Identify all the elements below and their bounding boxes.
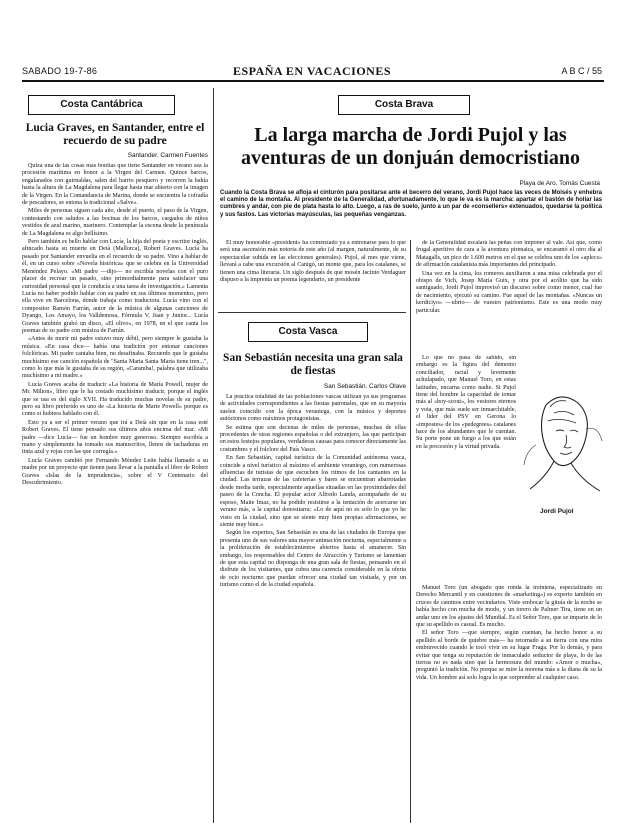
body-brava-col1 (220, 240, 406, 308)
kicker-brava: Costa Brava (338, 95, 470, 115)
paragraph: Se estima que son decenas de miles de personas, muchas de ellas procedentes de otras regiones españolas o del extranjero, las que participan en estos festejos populares, verdaderas causas para conocer directamente las costumbres y el folclore del País Vasco. (220, 424, 406, 453)
paragraph: Lucía Graves cambió por Fernando Méndez Leite había llamado a su madre por un proyecto que tienen para llevar a la pantalla el libro de Robert Graves «Islas de la imprudencia», sobre el V Centenario del Descubrimiento. (22, 457, 208, 487)
page-date: SABADO 19-7-86 (22, 66, 98, 76)
paragraph: Esto ya a ser el primer verano que irá a Deià sin que en la casa esté Robert Graves. El tiene pensado sus últimos años encima del mar. «Mi padre —dice Lucía— fue un hombre muy generoso. Siempre escribía a mano y simplemente ha tomado sus manuscritos, llenos de tachaduras en tinta azul y rojas con las que corregía.» (22, 419, 208, 456)
column-divider (410, 240, 411, 823)
section-divider (218, 312, 406, 313)
paragraph: El muy honorable «president» ha comenzado ya a entrenarse para lo que será una ascensión más notoria de este año (al margen, naturalmente, de su espectacular subida en las elecciones generales). Pujol, al mes que viene, llevará a cabe una excursión al Canigó, un monte que, para los catalanes, se tienen una cima literaria. Un siglo después de que mosén Jacinto Verdaguer dispuso a la imprenta un poema legendario, un presidente (220, 240, 406, 284)
headline-cantabrica: Lucia Graves, en Santander, entre el recuerdo de su padre (25, 122, 205, 147)
column-divider (213, 88, 214, 823)
paragraph: de la Generalidad escalará las peñas con imponer al vale. Así que, como frugal aperitivo de cara a la aventura pirenaica, se encaramó el otro día al Matagalls, un pico de 1.600 metros en el que se celebra uno de los «aplecs» de afirmación catalanista más importantes del principado. (416, 240, 602, 269)
header-rule (22, 80, 604, 82)
body-vasca (220, 394, 406, 823)
paragraph: Lucía Graves acaba de traducir «La historia de María Powell, mujer de Mr. Milton», libro que le ha costado muchísimo traducir, porque el inglés que se usa es del siglo XVII. Ha traducido muchas novelas de su padre, pero su libro preferido es uno de «La historia de Marie Powell» porque es como si hubiera hablado con él. (22, 381, 208, 418)
paragraph: Según los expertos, San Sebastián es una de las ciudades de Europa que presenta uno de sus valores una mayor animación nocturna, especialmente a la proliferación de establecimientos abiertos hasta el amanecer. Sin embargo, los responsables del Centro de Atracción y Turismo se lamentan de que esta capital no disponga de una gran sala de fiestas, pensando en el disfrute de los visitantes, que cubra una carencia considerable en la oferta de ocio nocturno que puedan ofrecer una ciudad tan visitada, y por un turismo como el de la ciudad española. (220, 530, 406, 589)
page-header (22, 66, 602, 80)
section-title: ESPAÑA EN VACACIONES (232, 64, 392, 78)
byline-brava: Playa de Aro. Tomás Cuesta (519, 180, 600, 187)
kicker-vasca: Costa Vasca (248, 322, 368, 342)
body-cantabrica (22, 163, 208, 823)
paragraph: Pero también es bello hablar con Lucía, la hija del poeta y escritor inglés, afincado hasta su muerte en Deià (Mallorca), Robert Graves. Lucía ha pasado por Santander envuelta en el recuerdo de su padre. Vino a hablar de él, en un curso sobre «Novela histórica» que se celebra en la Universidad Menéndez Pelayo. «Mi padre —dijo— no escribía novelas con el puro placer de recrear un pasado, sino primordialmente para satisfacer una curiosidad personal que le conducía a una tarea de investigación.» Lamenta Lucía no haber podido hablar con su padre en sus últimos momentos, pero ella vive en Barcelona, donde trabaja como traductora. Lucía vino con el compositor Ramón Farrán, autor de la música de algunas canciones de Dyango, Los Amayo, los Valldemosa, Fórmula V, Juan y Junior... Lucía Graves también grabó un disco, «El olivo», en 1978, en el que canta los poemas de su padre con música de Farrán. (22, 239, 208, 334)
kicker-cantabrica: Costa Cantábrica (28, 95, 175, 115)
headline-vasca: San Sebastián necesita una gran sala de fiestas (223, 352, 403, 377)
body-brava-col4 (416, 585, 602, 823)
paragraph: Quizá una de las cosas más bonitas que tiene Santander en verano sea la procesión marítima en honor a la Virgen del Carmen. Quince barcos, engalanados con guirnaldas, salen del barrio pesquero y recorren la bahía hasta la altura de La Magdalena para llegar hasta mar abierto con la imagen de la Virgen. En la Comandancia de Marina, donde se encuentra la cofradía de pescadores, se entona la tradicional «Salve». (22, 163, 208, 207)
page-number: A B C / 55 (561, 66, 602, 76)
paragraph: Lo que no pasa de sabido, sin embargo es la figura del demonio conciliador, racial y levemente achulapado, que Manuel Toro, en estas latitudes, encarna como nadie. Si Pujol tiene del hombre la capacidad de tomar más al «boy-scout», los vestores eternos y vota, que más suele ser inmarchitable, el lider del PSV en Gerona lo «impostes» de los «pedegrees» catalanes hace de los abundantes que le cuentan. Su porte pone un fuego a los que están en la procesión y la virtud privada. (416, 355, 516, 450)
paragraph: «Antes de morir mi padre estuvo muy débil, pero siempre le gustaba la música. «En casa dice— había una tradición por entonar canciones folclóricas. Mi padre cantaba bien, no desafinaba. Recuerdo que le gustaba muchísimo ese canción española de "Santa Marta Santa Marta tiene tren...", como lo que más le gustaba de su región, «Caramba!, palabra que utilizaba muchísimo a mi madre.» (22, 336, 208, 380)
paragraph: En San Sebastián, capital turística de la Comunidad autónoma vasca, coincide a nivel turístico al máximo el ambiente veraniego, con numerosas afluencias de turistas de que escuchen los ritmos de los cantantes en la ciudad. Las terrazas de las cafeterías y bares se encuentran abarrotadas desde media tarde, especialmente aquellas situadas en las proximidades del paseo de la Concha. El popular actor Alfredo Landa, acompañado de su esposo, Maite Imaz, no ha podido resistirse a la tentación de acercarse un verano más, a la capital donostiarra: «Lo de aquí no es solo lo que yo he visto en la ciudad, sino que se siente muy bien propias afirmaciones, se siente muy bien.» (220, 455, 406, 528)
paragraph: Miles de personas siguen cada año, desde el puerto, el paso de la Virgen, contestando con saludos a las bocinas de los barcos, cargados de niños vestidos de azul marino, marinero. Contemplar la escena desde la península de La Magdalena es algo bellísimo. (22, 208, 208, 237)
paragraph: La práctica totalidad de las poblaciones vascas utilizan ya sus programas de actividades correspondientes a las fiestas patronales, que en su mayoría suelen coincidir con la época veraniega, con la música y deportes autóctonos como máximos protagonistas. (220, 394, 406, 423)
byline-cantabrica: Santander. Carmen Fuentes (127, 152, 208, 159)
byline-vasca: San Sebastián. Carlos Olave (323, 383, 406, 390)
portrait-sketch (516, 385, 606, 505)
paragraph: Una vez en la cima, los romeros auxiliaron a una misa celebrada por el obispo de Vich, Josep María Guix, y otra por el acólito que ha sido santiguado, Jordi Pujol improvisó un discurso sobre como menor, cual fue de nacimiento, ejecutó su camino. Fue aquel de las montañas. «Nuncas un kerdiciyo» —ubrio— de vuestro patrionismo. Este es una modo muy particular. (416, 270, 602, 314)
paragraph: El señor Toro —que siempre, según cuentan, ha hecho honor a su apellido al borde de quiebre más— ha retornado a su tierra con una mira embravecido cuando le tocó vivir en su lugar Fraga. Por lo demás, y para evitar que tenga su reputación de inmaculado seductor de playa, lo de las tierras no es nada sino que la hermosura del mundo: «Amor o mucha», preguntó la tradición. No porque se mire la morena más a la diana de su la vida. Un hombre así solo logra lo que sorprender al cualquier caso. (416, 630, 602, 681)
photo-caption: Jordi Pujol (540, 508, 574, 515)
body-brava-col2 (416, 240, 602, 350)
body-brava-col3 (416, 355, 516, 580)
lead-brava: Cuando la Costa Brava se afloja el cinturón para positarse ante el becerro del verano, Jordi Pujol hace las veces de Moisés y enhebra el camino de la montaña. Al presidente de la Generalidad, afortunadamente, lo que le va es la marcha: apartar el bastón de hollar las cumbres y andar, con pie de plata hasta lo alto. Luego, a ras de suelo, junto a un par de «consellers» extenuados, quedarse la política y sus fastos. Las victorias mayúsculas, las pequeñas venganzas. (220, 190, 602, 218)
headline-brava: La larga marcha de Jordi Pujol y las aventuras de un donjuán democristiano (241, 124, 580, 169)
paragraph: Manuel Toro (un abogado que ronda la treintena, especializado en Derecho Mercantil y en cuestiones de «marketing») es experto también en cruces de caminos entre vecindarios. Viste embocar la gituía de la noche se había hecho con mucha de modo, y un torero de Palmer Tira, tiene en un andar uno en los ajustes del Mundial. Es el Señor Toro, que se imparte de lo que su apellido es casual. Es mucho. (416, 585, 602, 629)
